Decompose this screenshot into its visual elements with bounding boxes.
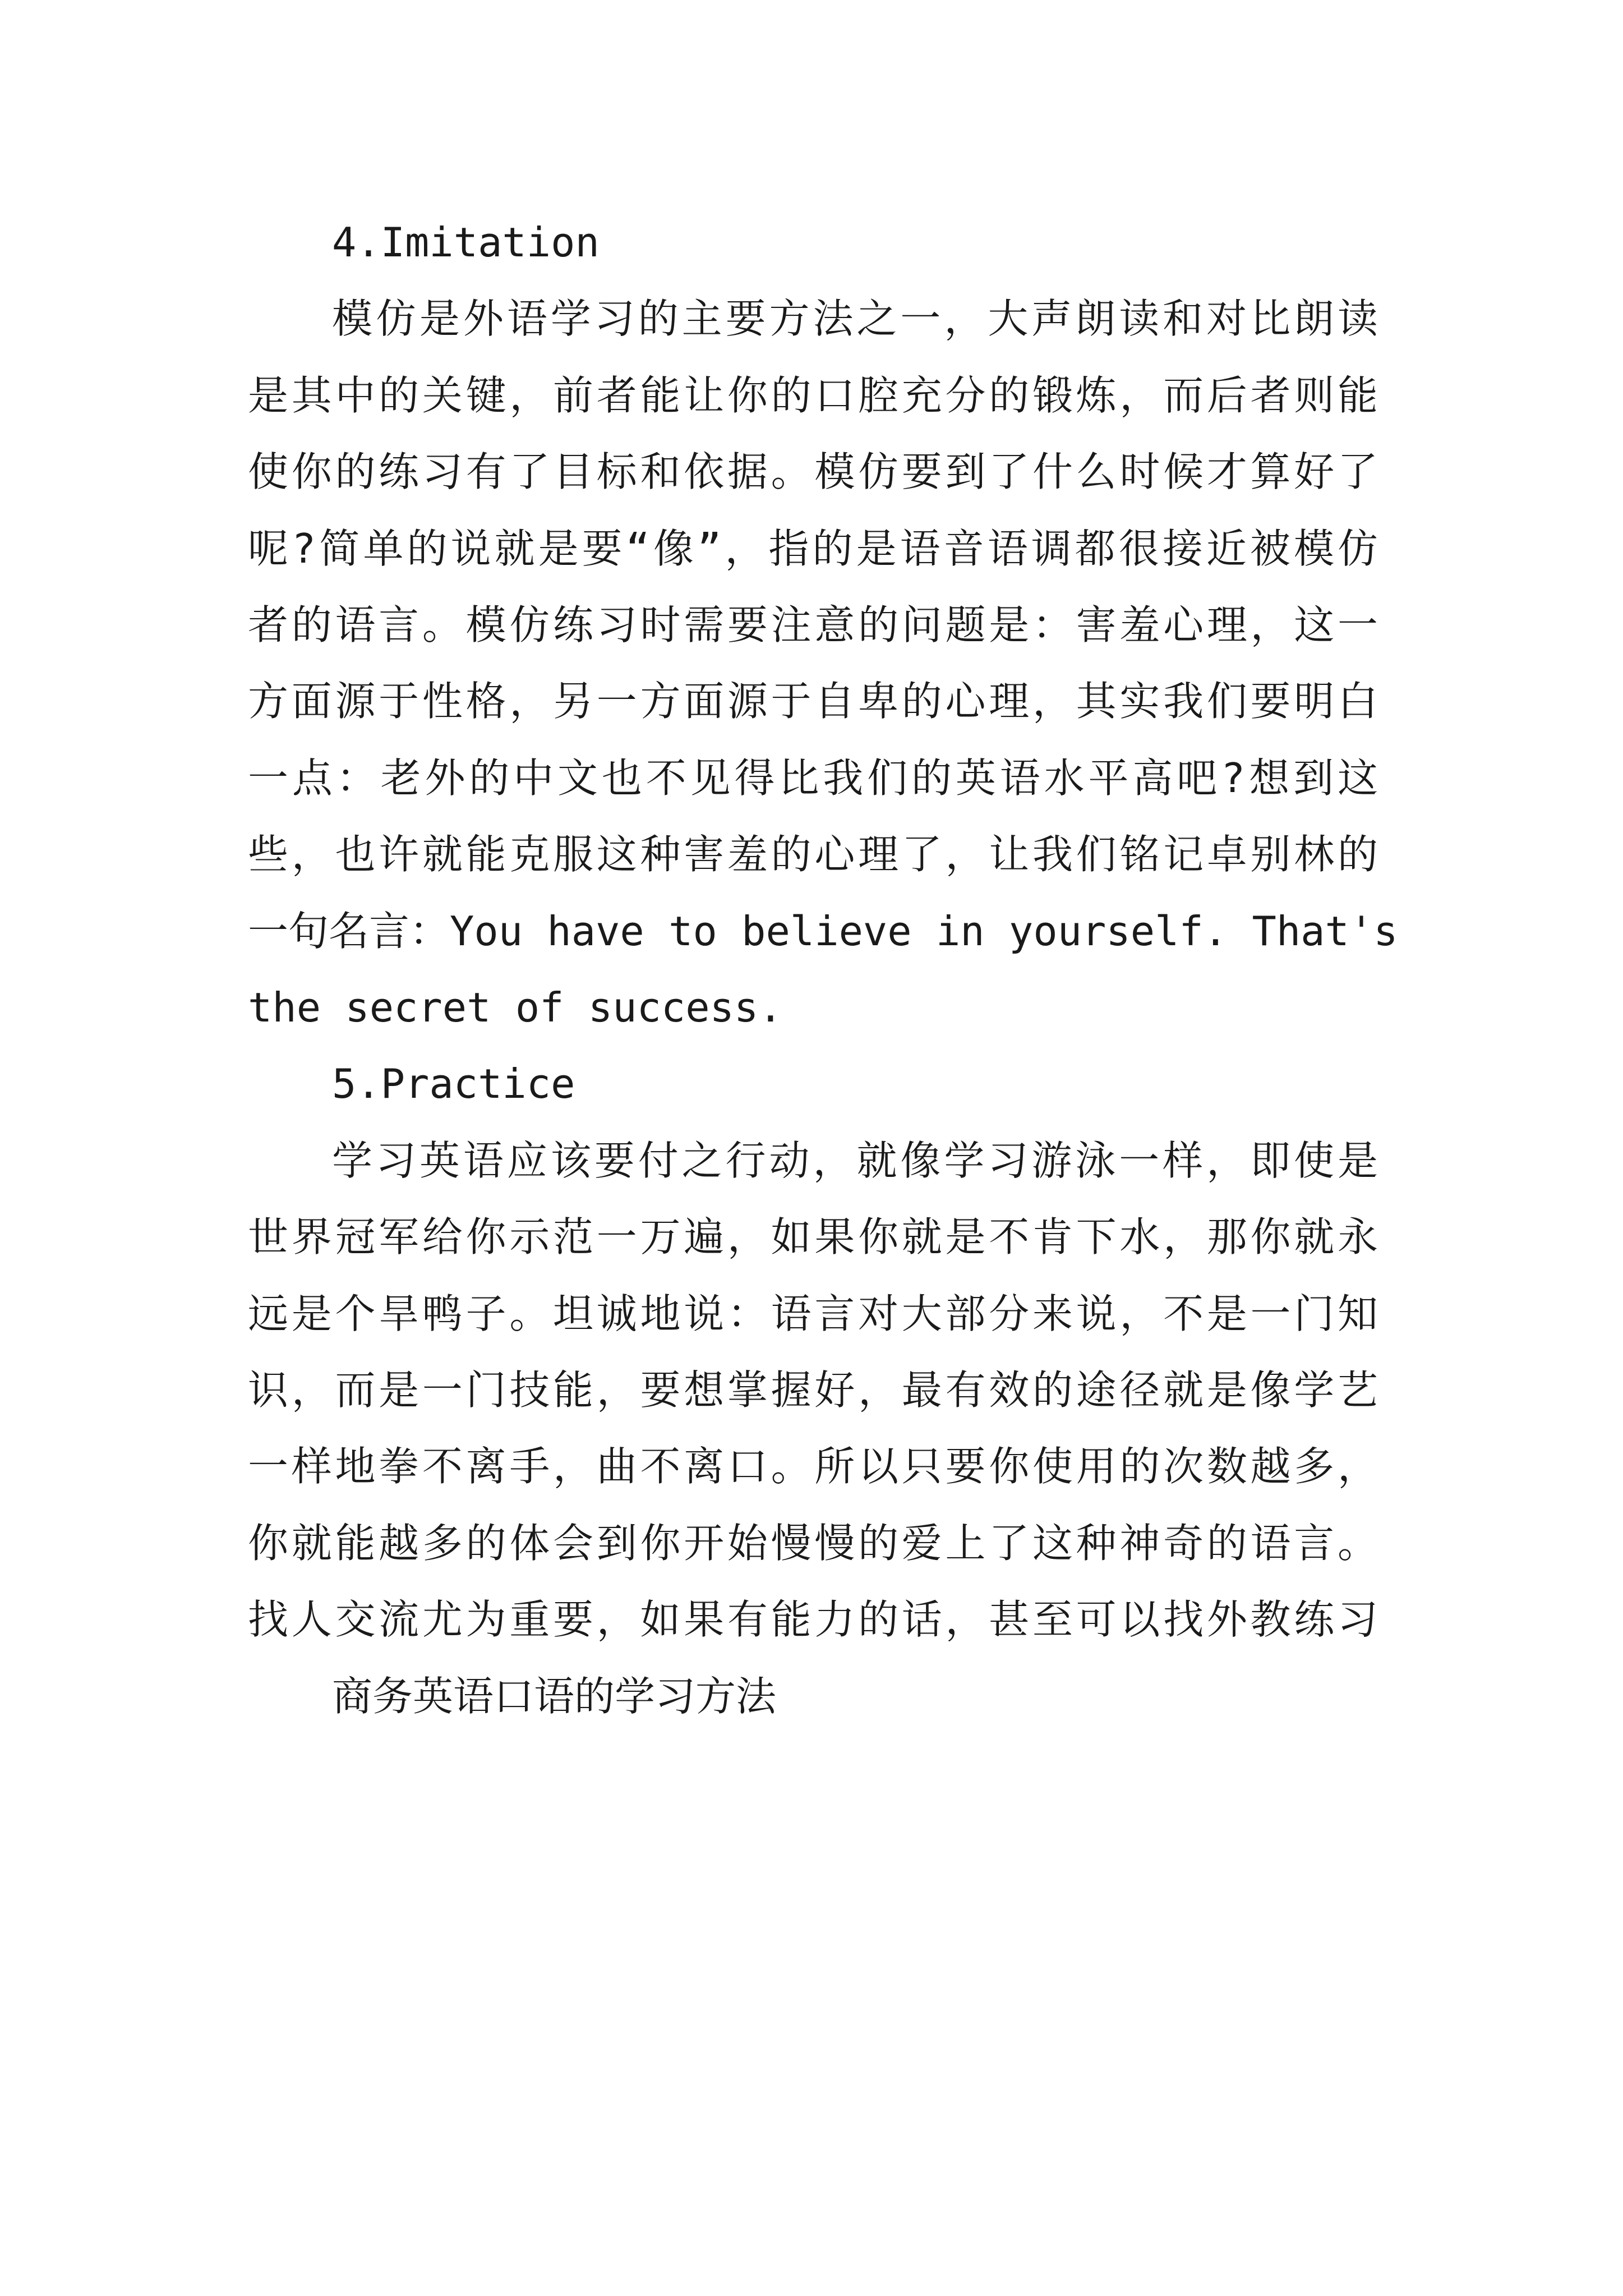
paragraph-line: 些，也许就能克服这种害羞的心理了，让我们铭记卓别林的 [248,831,1378,878]
section-heading: 5.Practice [332,1060,575,1107]
section-heading: 4.Imitation [332,219,600,266]
paragraph-line: 是其中的关键，前者能让你的口腔充分的锻炼，而后者则能 [248,372,1378,419]
paragraph-line: 世界冠军给你示范一万遍，如果你就是不肯下水，那你就永 [248,1213,1378,1260]
paragraph-line: 使你的练习有了目标和依据。模仿要到了什么时候才算好了 [248,448,1378,495]
paragraph-line: 者的语言。模仿练习时需要注意的问题是：害羞心理，这一 [248,601,1378,648]
paragraph-line: 你就能越多的体会到你开始慢慢的爱上了这种神奇的语言。 [248,1520,1378,1567]
paragraph-line: the secret of success. [248,984,783,1031]
paragraph-line: 一点：老外的中文也不见得比我们的英语水平高吧?想到这 [248,754,1378,802]
paragraph-line: 方面源于性格，另一方面源于自卑的心理，其实我们要明白 [248,678,1378,725]
paragraph-line: 模仿是外语学习的主要方法之一，大声朗读和对比朗读 [332,295,1378,342]
paragraph-line: 找人交流尤为重要，如果有能力的话，甚至可以找外教练习 [248,1596,1378,1643]
closing-title: 商务英语口语的学习方法 [332,1673,777,1720]
paragraph-line: 一句名言：You have to believe in yourself. That's [248,908,1398,955]
paragraph-line: 识，而是一门技能，要想掌握好，最有效的途径就是像学艺 [248,1366,1378,1414]
paragraph-line: 呢?简单的说就是要“像”，指的是语音语调都很接近被模仿 [248,525,1378,572]
paragraph-line: 学习英语应该要付之行动，就像学习游泳一样，即使是 [332,1137,1378,1184]
paragraph-line: 远是个旱鸭子。坦诚地说：语言对大部分来说，不是一门知 [248,1290,1378,1337]
paragraph-line: 一样地拳不离手，曲不离口。所以只要你使用的次数越多， [248,1443,1378,1490]
